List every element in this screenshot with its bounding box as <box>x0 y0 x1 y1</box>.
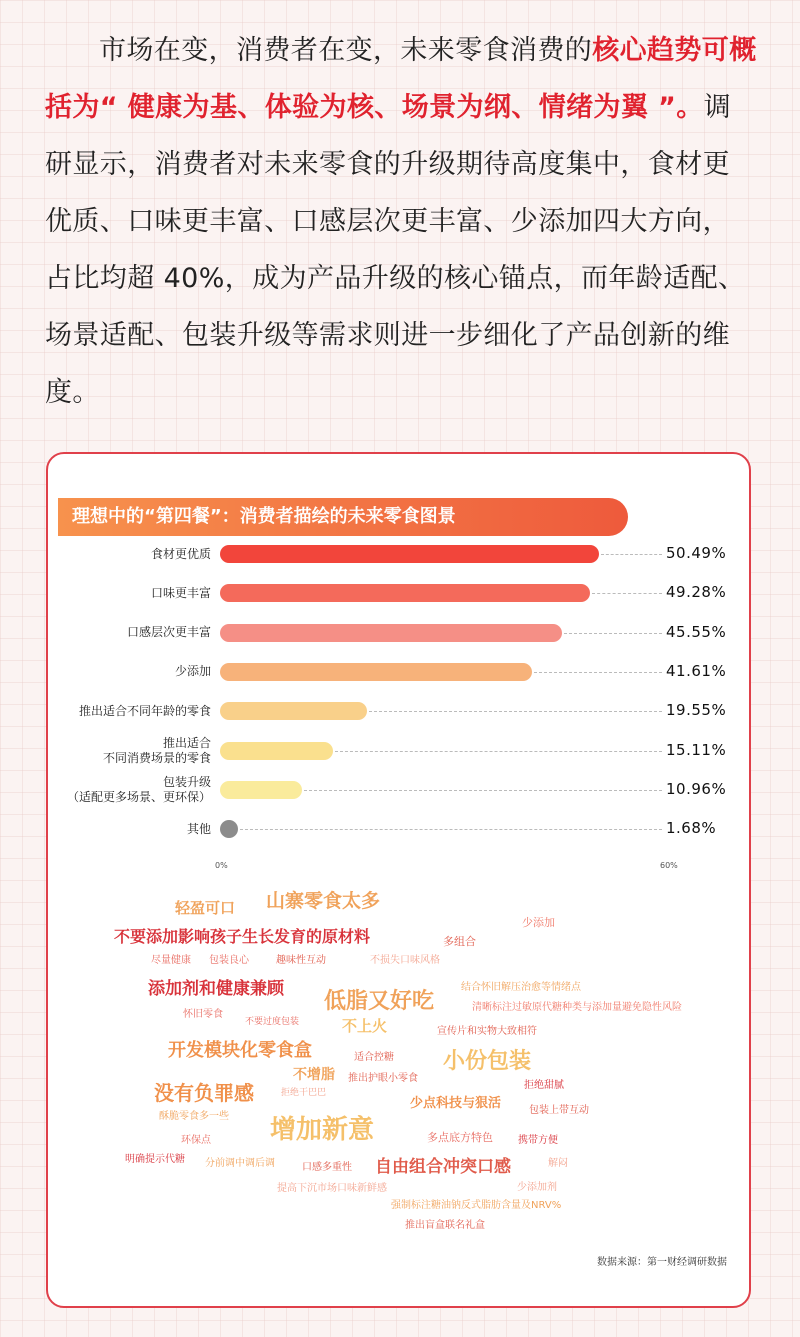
value-label: 41.61% <box>666 661 727 680</box>
word-cloud-term: 推出盲盒联名礼盒 <box>405 1220 485 1231</box>
word-cloud-term: 小份包装 <box>443 1049 532 1074</box>
word-cloud-term: 解闷 <box>548 1158 568 1169</box>
word-cloud-term: 少添加剂 <box>517 1182 557 1193</box>
word-cloud-term: 低脂又好吃 <box>324 989 435 1014</box>
leader-line <box>304 790 662 791</box>
category-label: 包装升级 （适配更多场景、更环保） <box>66 774 211 804</box>
category-label: 口味更丰富 <box>150 585 211 600</box>
word-cloud-term: 结合怀旧解压治愈等情绪点 <box>461 982 581 993</box>
intro-text-1: 市场在变，消费者在变，未来零食消费的 <box>99 35 593 66</box>
word-cloud-term: 自由组合冲突口感 <box>375 1157 511 1177</box>
category-label: 食材更优质 <box>150 546 211 561</box>
value-label: 50.49% <box>666 544 727 562</box>
intro-paragraph <box>45 22 757 421</box>
word-cloud-term: 强制标注糖油钠反式脂肪含量及NRV% <box>391 1200 562 1211</box>
value-label: 19.55% <box>666 701 727 720</box>
word-cloud-term: 不上火 <box>342 1017 388 1035</box>
word-cloud-term: 不增脂 <box>293 1067 335 1083</box>
word-cloud-term: 提高下沉市场口味新鲜感 <box>277 1183 387 1194</box>
word-cloud-term: 环保点 <box>181 1135 211 1146</box>
word-cloud-term: 不损失口味风格 <box>370 955 440 966</box>
word-cloud-term: 拒绝甜腻 <box>524 1080 564 1091</box>
word-cloud-term: 明确提示代糖 <box>125 1154 185 1165</box>
category-label: 推出适合不同年龄的零食 <box>78 703 211 718</box>
bar <box>220 702 367 720</box>
word-cloud-term: 趣味性互动 <box>276 955 326 966</box>
chart-card <box>46 452 751 1308</box>
bar <box>220 781 302 799</box>
intro-text-2: 调研显示，消费者对未来零食的升级期待高度集中，食材更优质、口味更丰富、口感层次更丰富、少添加四大方向，占比均超 40%，成为产品升级的核心锚点，而年龄适配、场景适配、包装升级等需求则进一步细化了产品创新的维度。 <box>45 92 746 408</box>
value-label: 49.28% <box>666 583 727 602</box>
x-tick-label: 0% <box>215 861 228 871</box>
value-label: 1.68% <box>666 819 717 838</box>
bar <box>220 624 562 642</box>
bar <box>220 663 532 681</box>
value-label: 15.11% <box>666 740 727 759</box>
leader-line <box>592 593 662 594</box>
word-cloud-term: 推出护眼小零食 <box>348 1073 418 1084</box>
chart-title: 理想中的“第四餐”：消费者描绘的未来零食图景 <box>58 498 628 536</box>
bar <box>220 584 590 602</box>
bar <box>220 820 238 838</box>
word-cloud-term: 包装上带互动 <box>529 1105 589 1116</box>
category-label: 少添加 <box>174 664 211 679</box>
bar <box>220 545 599 563</box>
word-cloud-term: 增加新意 <box>270 1115 375 1145</box>
word-cloud-term: 不要过度包装 <box>245 1017 300 1027</box>
word-cloud-term: 轻盈可口 <box>175 899 236 917</box>
word-cloud-term: 宣传片和实物大致相符 <box>437 1026 537 1037</box>
value-label: 45.55% <box>666 622 727 641</box>
word-cloud-term: 适合控糖 <box>354 1052 394 1063</box>
data-source: 数据来源：第一财经调研数据 <box>597 1257 727 1268</box>
word-cloud-term: 多点底方特色 <box>427 1131 493 1144</box>
word-cloud-term: 酥脆零食多一些 <box>159 1111 229 1122</box>
leader-line <box>369 711 662 712</box>
category-label: 其他 <box>186 821 211 836</box>
leader-line <box>240 829 662 830</box>
bar <box>220 742 333 760</box>
word-cloud-term: 多组合 <box>443 935 476 948</box>
bar-chart <box>48 454 753 1310</box>
intro-highlight: 核心趋势可概括为“ 健康为基、体验为核、场景为纲、情绪为翼 ”。 <box>45 35 757 123</box>
word-cloud-term: 添加剂和健康兼顾 <box>148 979 284 999</box>
leader-line <box>564 633 662 634</box>
value-label: 10.96% <box>666 779 727 798</box>
word-cloud-term: 开发模块化零食盒 <box>168 1040 312 1061</box>
word-cloud-term: 分前调中调后调 <box>205 1158 275 1169</box>
leader-line <box>534 672 662 673</box>
word-cloud-term: 不要添加影响孩子生长发育的原材料 <box>114 927 371 946</box>
word-cloud-term: 清晰标注过敏原代糖种类与添加量避免隐性风险 <box>472 1002 682 1013</box>
category-label: 口感层次更丰富 <box>126 625 211 640</box>
word-cloud-term: 怀旧零食 <box>183 1009 223 1020</box>
word-cloud-term: 包装良心 <box>209 955 249 966</box>
category-label: 推出适合 不同消费场景的零食 <box>102 735 211 765</box>
word-cloud-term: 携带方便 <box>518 1135 558 1146</box>
x-tick-label: 60% <box>660 861 678 871</box>
word-cloud-term: 少点科技与狠活 <box>410 1096 502 1111</box>
word-cloud-term: 口感多重性 <box>302 1162 352 1173</box>
leader-line <box>335 751 662 752</box>
word-cloud-term: 没有负罪感 <box>154 1081 254 1105</box>
word-cloud-term: 拒绝干巴巴 <box>281 1088 327 1098</box>
word-cloud-term: 尽量健康 <box>151 955 191 966</box>
word-cloud-term: 山寨零食太多 <box>266 890 381 912</box>
leader-line <box>601 554 662 555</box>
word-cloud-term: 少添加 <box>522 916 555 929</box>
